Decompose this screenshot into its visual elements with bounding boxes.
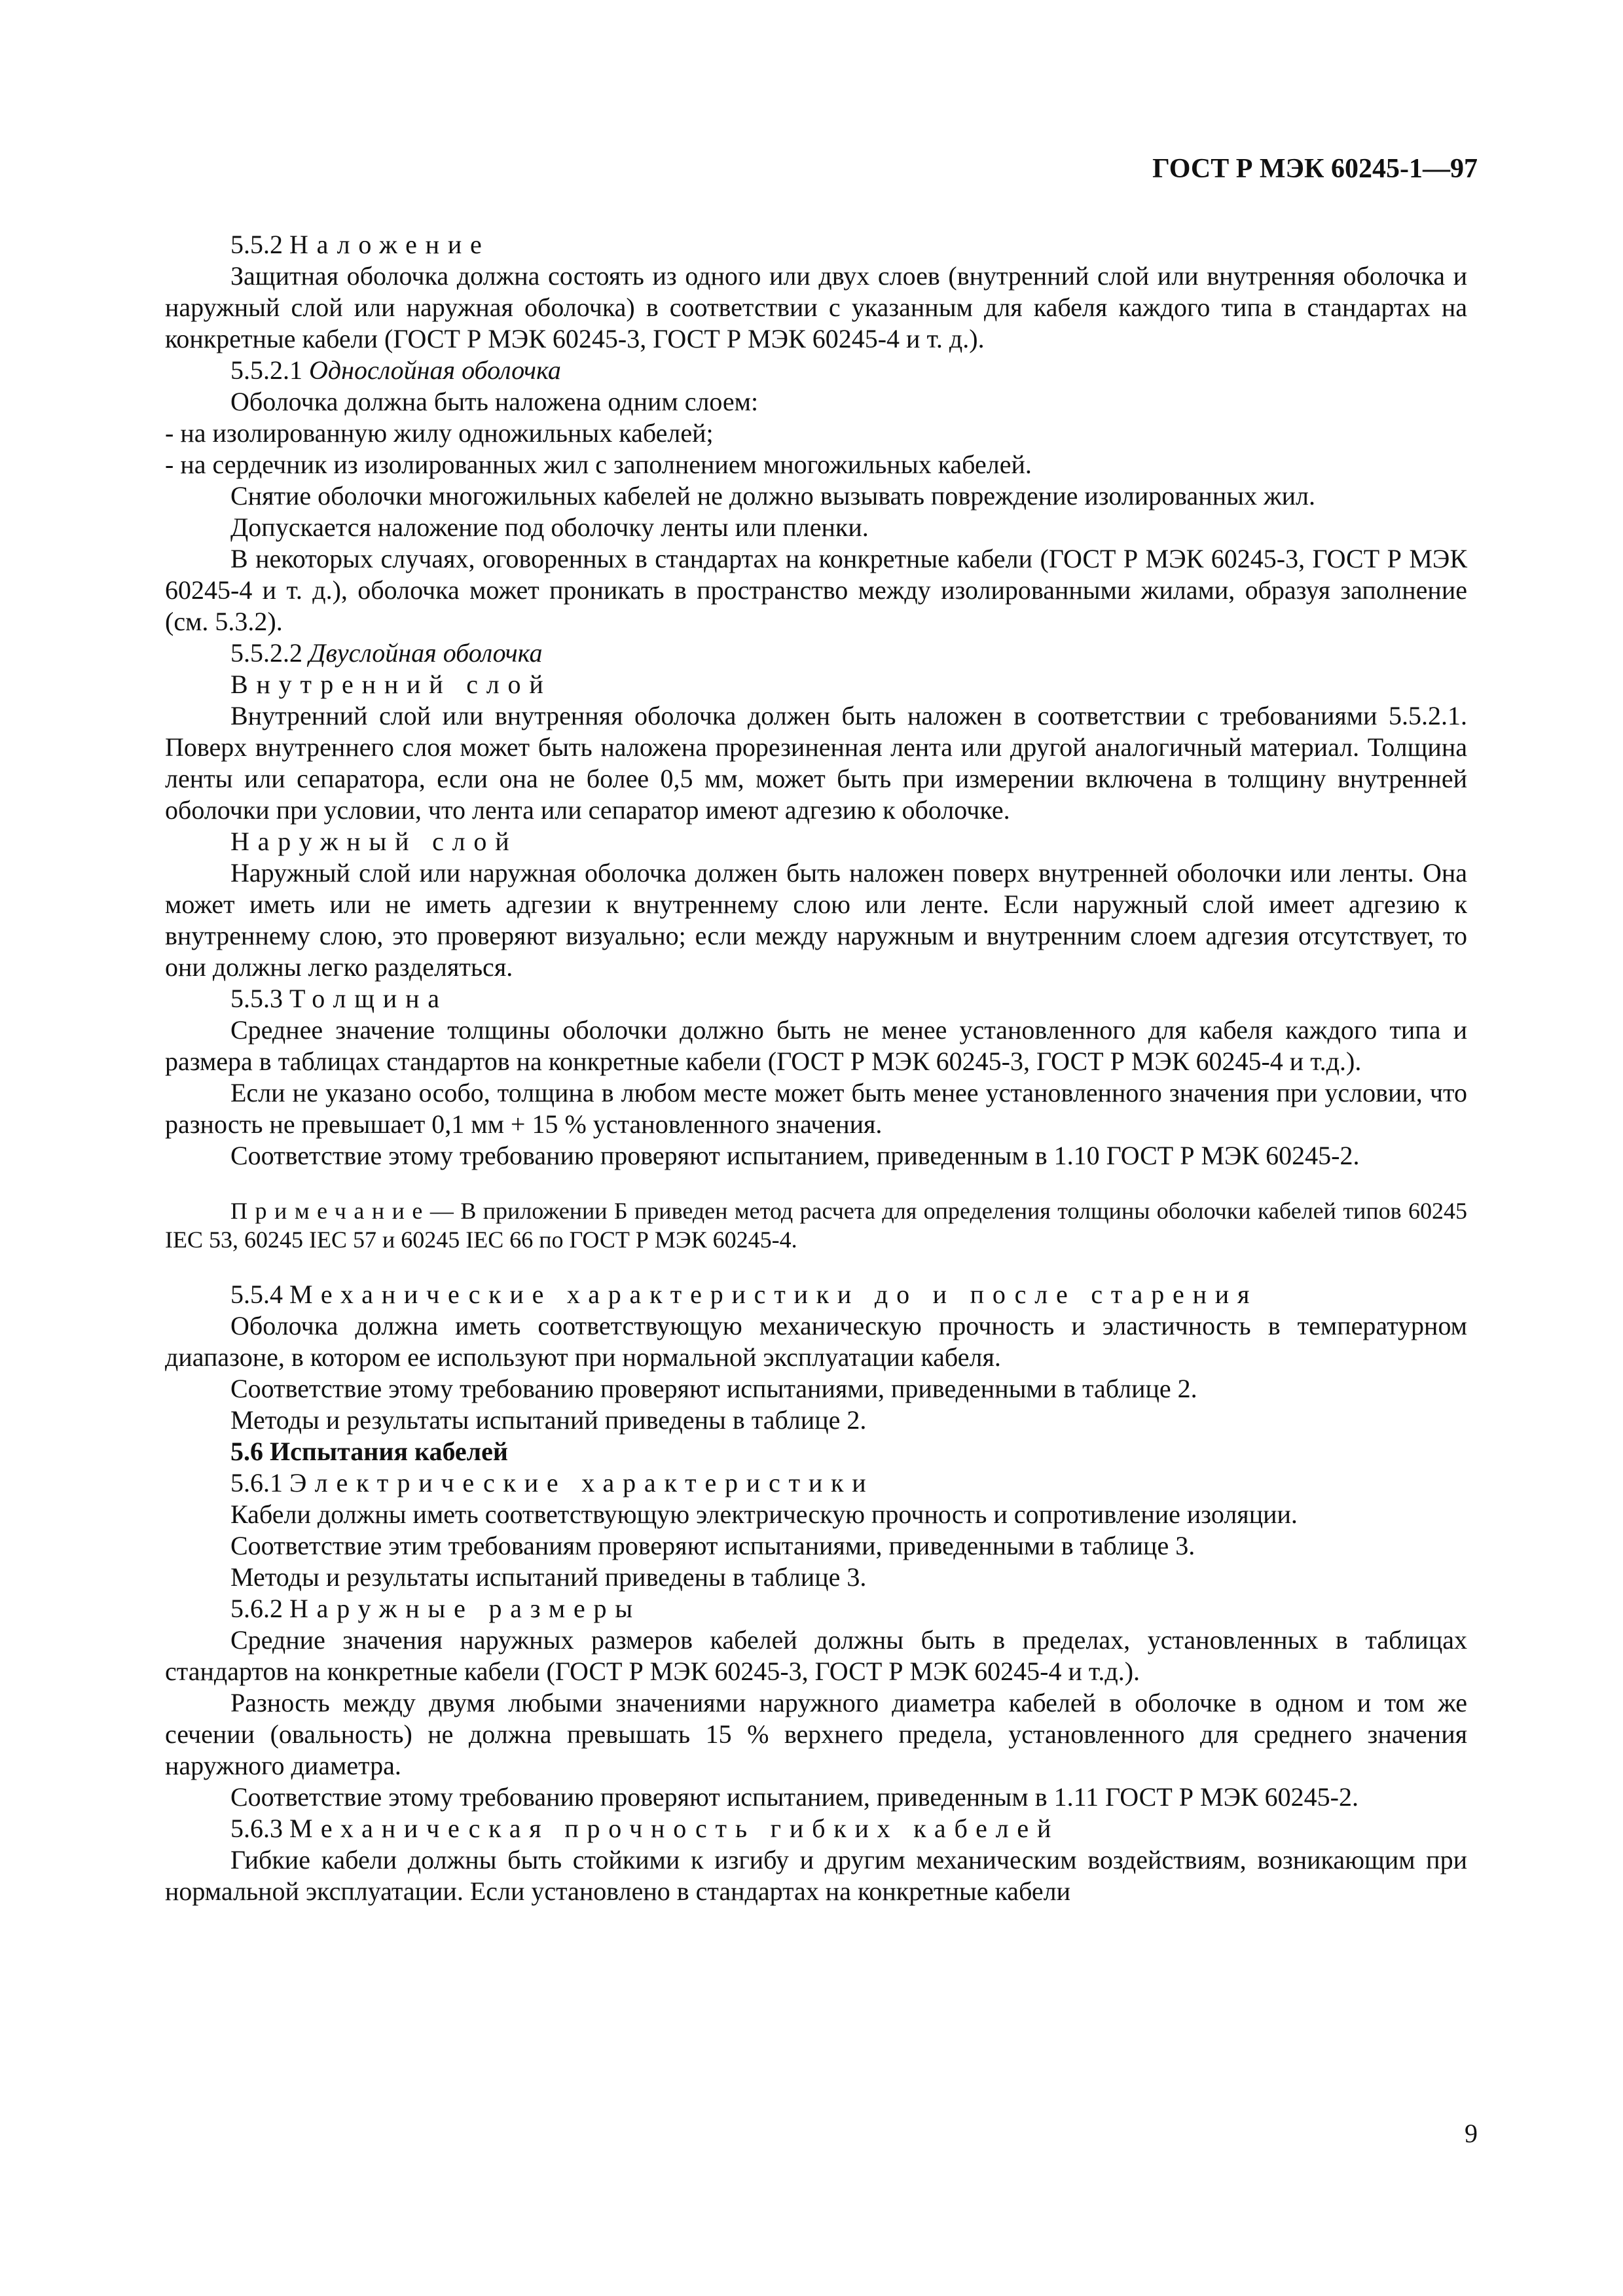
section-number: 5.6.3 (230, 1814, 283, 1843)
paragraph: Защитная оболочка должна состоять из одного или двух слоев (внутренний слой или внутренняя оболочка и наружный слой или наружная оболочка) в соответствии с указанным для кабеля каждого типа в стандартах на конкретные кабели (ГОСТ Р МЭК 60245-3, ГОСТ Р МЭК 60245-4 и т. д.). (165, 261, 1467, 353)
section-title: Механические характеристики до и после старения (289, 1280, 1258, 1309)
paragraph: Соответствие этому требованию проверяют испытанием, приведенным в 1.10 ГОСТ Р МЭК 60245-2. (230, 1141, 1360, 1170)
section-title: Однослойная оболочка (309, 355, 561, 385)
paragraph: Разность между двумя любыми значениями наружного диаметра кабелей в оболочке в одном и том же сечении (овальность) не должна превышать 15 % верхнего предела, установленного для среднего значения наружного диаметра. (165, 1688, 1467, 1780)
paragraph: Соответствие этому требованию проверяют испытаниями, приведенными в таблице 2. (230, 1374, 1197, 1403)
list-item: - на изолированную жилу одножильных кабелей; (165, 418, 714, 448)
section-heading-5-5-2 (165, 229, 1467, 260)
paragraph: Соответствие этому требованию проверяют испытанием, приведенным в 1.11 ГОСТ Р МЭК 60245-2. (230, 1782, 1359, 1812)
section-number: 5.6.1 (230, 1468, 283, 1498)
page-number: 9 (1465, 2119, 1478, 2148)
paragraph: Кабели должны иметь соответствующую электрическую прочность и сопротивление изоляции. (230, 1499, 1298, 1529)
section-heading-5-5-4 (165, 1279, 1467, 1310)
paragraph: Средние значения наружных размеров кабелей должны быть в пределах, установленных в таблицах стандартов на конкретные кабели (ГОСТ Р МЭК 60245-3, ГОСТ Р МЭК 60245-4 и т.д.). (165, 1625, 1467, 1686)
section-title: Двуслойная оболочка (309, 638, 543, 668)
section-title: Наложение (289, 230, 490, 259)
note-label: Примечание (230, 1198, 430, 1224)
section-heading-5-6: 5.6 Испытания кабелей (230, 1437, 508, 1466)
subheading-outer-layer: Наружный слой (230, 827, 518, 856)
section-heading-5-5-2-1 (165, 355, 1467, 386)
section-title: Наружные размеры (289, 1594, 641, 1623)
section-heading-5-6-1 (165, 1467, 1467, 1499)
document-body (165, 229, 1467, 1907)
document-code-header: ГОСТ Р МЭК 60245-1—97 (1152, 154, 1478, 184)
section-number: 5.5.2.1 (230, 355, 302, 385)
section-number: 5.5.3 (230, 984, 283, 1013)
section-number: 5.6.2 (230, 1594, 283, 1623)
section-heading-5-6-2 (165, 1593, 1467, 1624)
paragraph: Соответствие этим требованиям проверяют испытаниями, приведенными в таблице 3. (230, 1531, 1195, 1560)
section-title: Толщина (289, 984, 448, 1013)
paragraph: Снятие оболочки многожильных кабелей не должно вызывать повреждение изолированных жил. (230, 481, 1315, 511)
paragraph: Внутренний слой или внутренняя оболочка должен быть наложен в соответствии с требованиями 5.5.2.1. Поверх внутреннего слоя может быть наложена прорезиненная лента или другой аналогичный материал. Толщина ленты или сепаратора, если она не более 0,5 мм, может быть при измерении включена в толщину внутренней оболочки при условии, что лента или сепаратор имеют адгезию к оболочке. (165, 701, 1467, 825)
paragraph: Методы и результаты испытаний приведены в таблице 3. (230, 1562, 867, 1592)
paragraph: Допускается наложение под оболочку ленты или пленки. (230, 512, 869, 542)
section-title: Электрические характеристики (289, 1468, 875, 1498)
paragraph: Оболочка должна иметь соответствующую механическую прочность и эластичность в температурном диапазоне, в котором ее используют при нормальной эксплуатации кабеля. (165, 1311, 1467, 1372)
section-heading-5-5-2-2 (165, 637, 1467, 669)
section-heading-5-5-3 (165, 983, 1467, 1014)
subheading-inner-layer: Внутренний слой (230, 670, 552, 699)
paragraph: В некоторых случаях, оговоренных в стандартах на конкретные кабели (ГОСТ Р МЭК 60245-3, ГОСТ Р МЭК 60245-4 и т. д.), оболочка может проникать в пространство между изолированными жилами, образуя заполнение (см. 5.3.2). (165, 544, 1467, 636)
paragraph: Методы и результаты испытаний приведены в таблице 2. (230, 1405, 867, 1435)
paragraph: Если не указано особо, толщина в любом месте может быть менее установленного значения при условии, что разность не превышает 0,1 мм + 15 % установленного значения. (165, 1078, 1467, 1139)
section-number: 5.5.4 (230, 1280, 283, 1309)
section-heading-5-6-3 (165, 1813, 1467, 1844)
section-number: 5.5.2.2 (230, 638, 302, 668)
paragraph: Гибкие кабели должны быть стойкими к изгибу и другим механическим воздействиям, возникающим при нормальной эксплуатации. Если установлено в стандартах на конкретные кабели (165, 1845, 1467, 1906)
paragraph: Наружный слой или наружная оболочка должен быть наложен поверх внутренней оболочки или ленты. Она может иметь или не иметь адгезии к внутреннему слою или ленте. Если наружный слой имеет адгезию к внутреннему слою, это проверяют визуально; если между наружным и внутренним слоем адгезия отсутствует, то они должны легко разделяться. (165, 858, 1467, 982)
section-number: 5.5.2 (230, 230, 283, 259)
note (165, 1196, 1467, 1254)
section-title: Механическая прочность гибких кабелей (289, 1814, 1060, 1843)
paragraph: Среднее значение толщины оболочки должно быть не менее установленного для кабеля каждого типа и размера в таблицах стандартов на конкретные кабели (ГОСТ Р МЭК 60245-3, ГОСТ Р МЭК 60245-4 и т.д.). (165, 1015, 1467, 1076)
paragraph: Оболочка должна быть наложена одним слоем: (230, 387, 759, 416)
list-item: - на сердечник из изолированных жил с заполнением многожильных кабелей. (165, 450, 1032, 479)
note-text: — В приложении Б приведен метод расчета для определения толщины оболочки кабелей типов 60245 IEC 53, 60245 IEC 57 и 60245 IEC 66 по ГОСТ Р МЭК 60245-4. (165, 1198, 1467, 1253)
